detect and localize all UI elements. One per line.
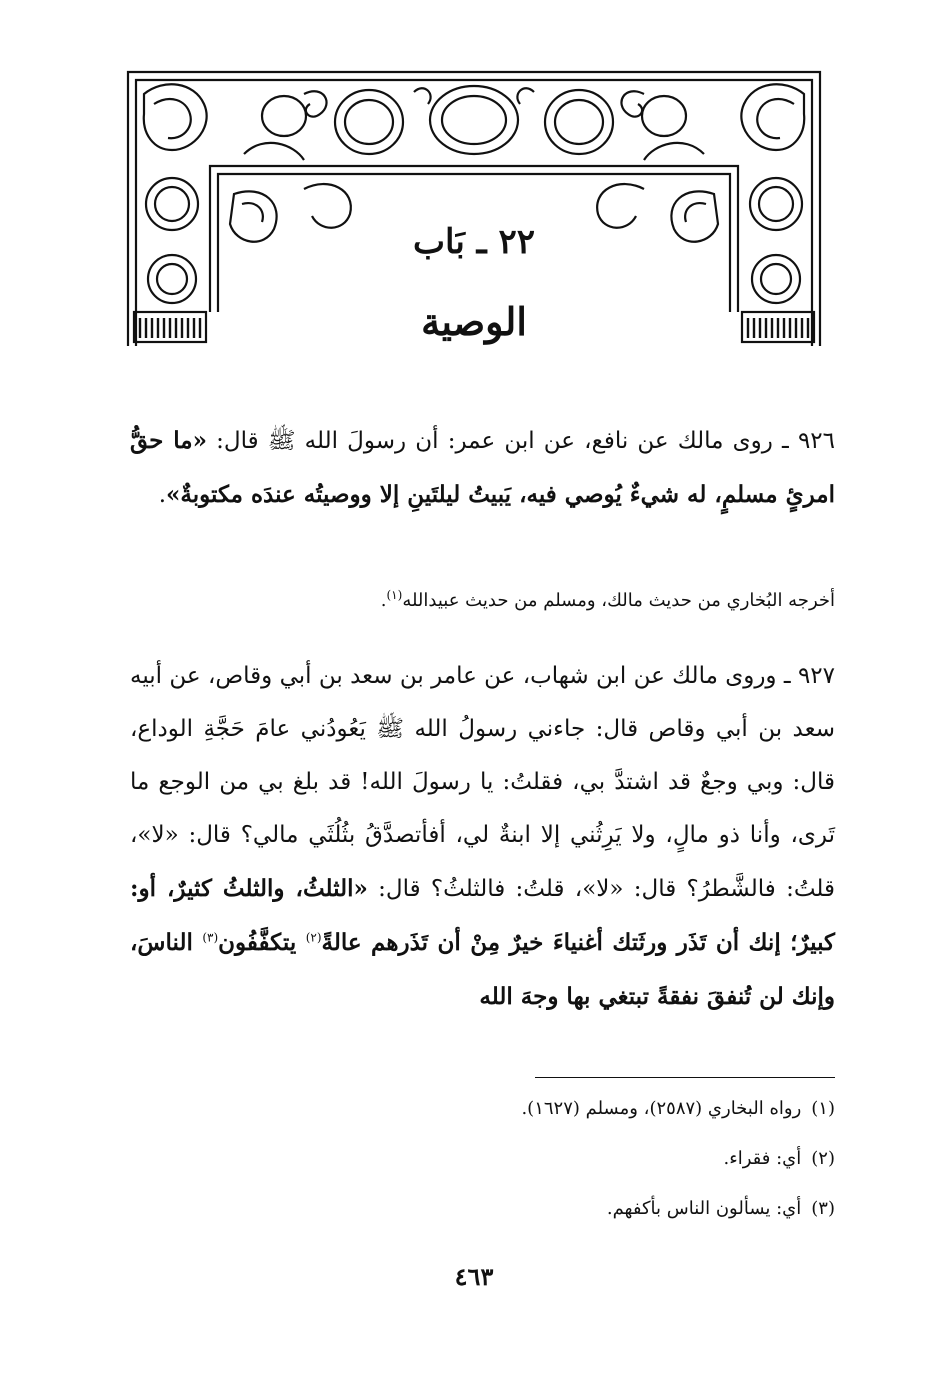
takhrij-note	[130, 586, 835, 616]
footnote-ref-2[interactable]: (٢)	[305, 930, 322, 945]
hadith-quote: «ما حقُّ امرئٍ مسلمٍ، له شيءٌ يُوصي فيه، يَبيتُ ليلتَينِ إلا ووصيتُه عندَه مكتوبةٌ»	[130, 427, 835, 508]
footnotes-list	[130, 1098, 835, 1248]
hadith-number: ٩٢٧ ـ	[783, 663, 835, 689]
footnote-text: أي: فقراء.	[723, 1148, 802, 1169]
hadith-quote-part-a: «الثلثُ، والثلثُ كثيرٌ، أو: كبيرٌ؛ إنك أن تَذَر ورثَتك أغنياءَ خيرٌ مِنْ أن تَذَرهم عالةً	[130, 875, 836, 956]
hadith-intro: روى مالك عن نافع، عن ابن عمر: أن رسولَ الله ﷺ قال:	[216, 428, 773, 454]
takhrij-end: .	[380, 590, 387, 611]
footnote-item	[130, 1148, 835, 1170]
hadith-927	[130, 650, 835, 1024]
footnote-text: رواه البخاري (٢٥٨٧)، ومسلم (١٦٢٧).	[521, 1098, 802, 1119]
hadith-end: .	[158, 482, 167, 508]
footnote-ref-1[interactable]: (١)	[386, 588, 403, 602]
hadith-quote-part-c: الناسَ، وإنك لن تُنفقَ نفقةً تبتغي بها وجهَ الله	[130, 929, 835, 1010]
footnote-text: أي: يسألون الناس بأكفهم.	[606, 1198, 802, 1219]
footnote-number: (٢)	[811, 1148, 835, 1169]
takhrij-text: أخرجه البُخاري من حديث مالك، ومسلم من حديث عبيدالله	[402, 590, 835, 611]
hadith-number: ٩٢٦ ـ	[782, 428, 835, 454]
footnote-item	[130, 1098, 835, 1120]
hadith-quote-part-b: يتكفَّفُون	[218, 929, 306, 956]
footnote-ref-3[interactable]: (٣)	[202, 930, 219, 945]
chapter-number: ٢٢ ـ بَاب	[413, 222, 535, 262]
hadith-text: وروى مالك عن ابن شهاب، عن عامر بن سعد بن أبي وقاص، عن أبيه سعد بن أبي وقاص قال: جاءني رسولُ الله ﷺ يَعُودُني عامَ حَجَّةِ الوداع، قال: وبي وجعٌ قد اشتدَّ بي، فقلتُ: يا رسولَ الله! قد بلغ بي من الوجع ما تَرى، وأنا ذو مالٍ، ولا يَرِثُني إلا ابنةٌ لي، أفأتصدَّقُ بثُلُثَي مالي؟ قال: «لا»، قلتُ: فالشَّطرُ؟ قال: «لا»، قلتُ: فالثلثُ؟ قال:	[130, 663, 836, 902]
chapter-title: الوصية	[421, 299, 527, 344]
footnote-divider	[535, 1077, 835, 1078]
footnote-item	[130, 1198, 835, 1220]
footnote-number: (٣)	[811, 1198, 835, 1219]
footnote-number: (١)	[811, 1098, 835, 1119]
hadith-926	[130, 414, 835, 522]
page-number: ٤٦٣	[454, 1262, 494, 1291]
